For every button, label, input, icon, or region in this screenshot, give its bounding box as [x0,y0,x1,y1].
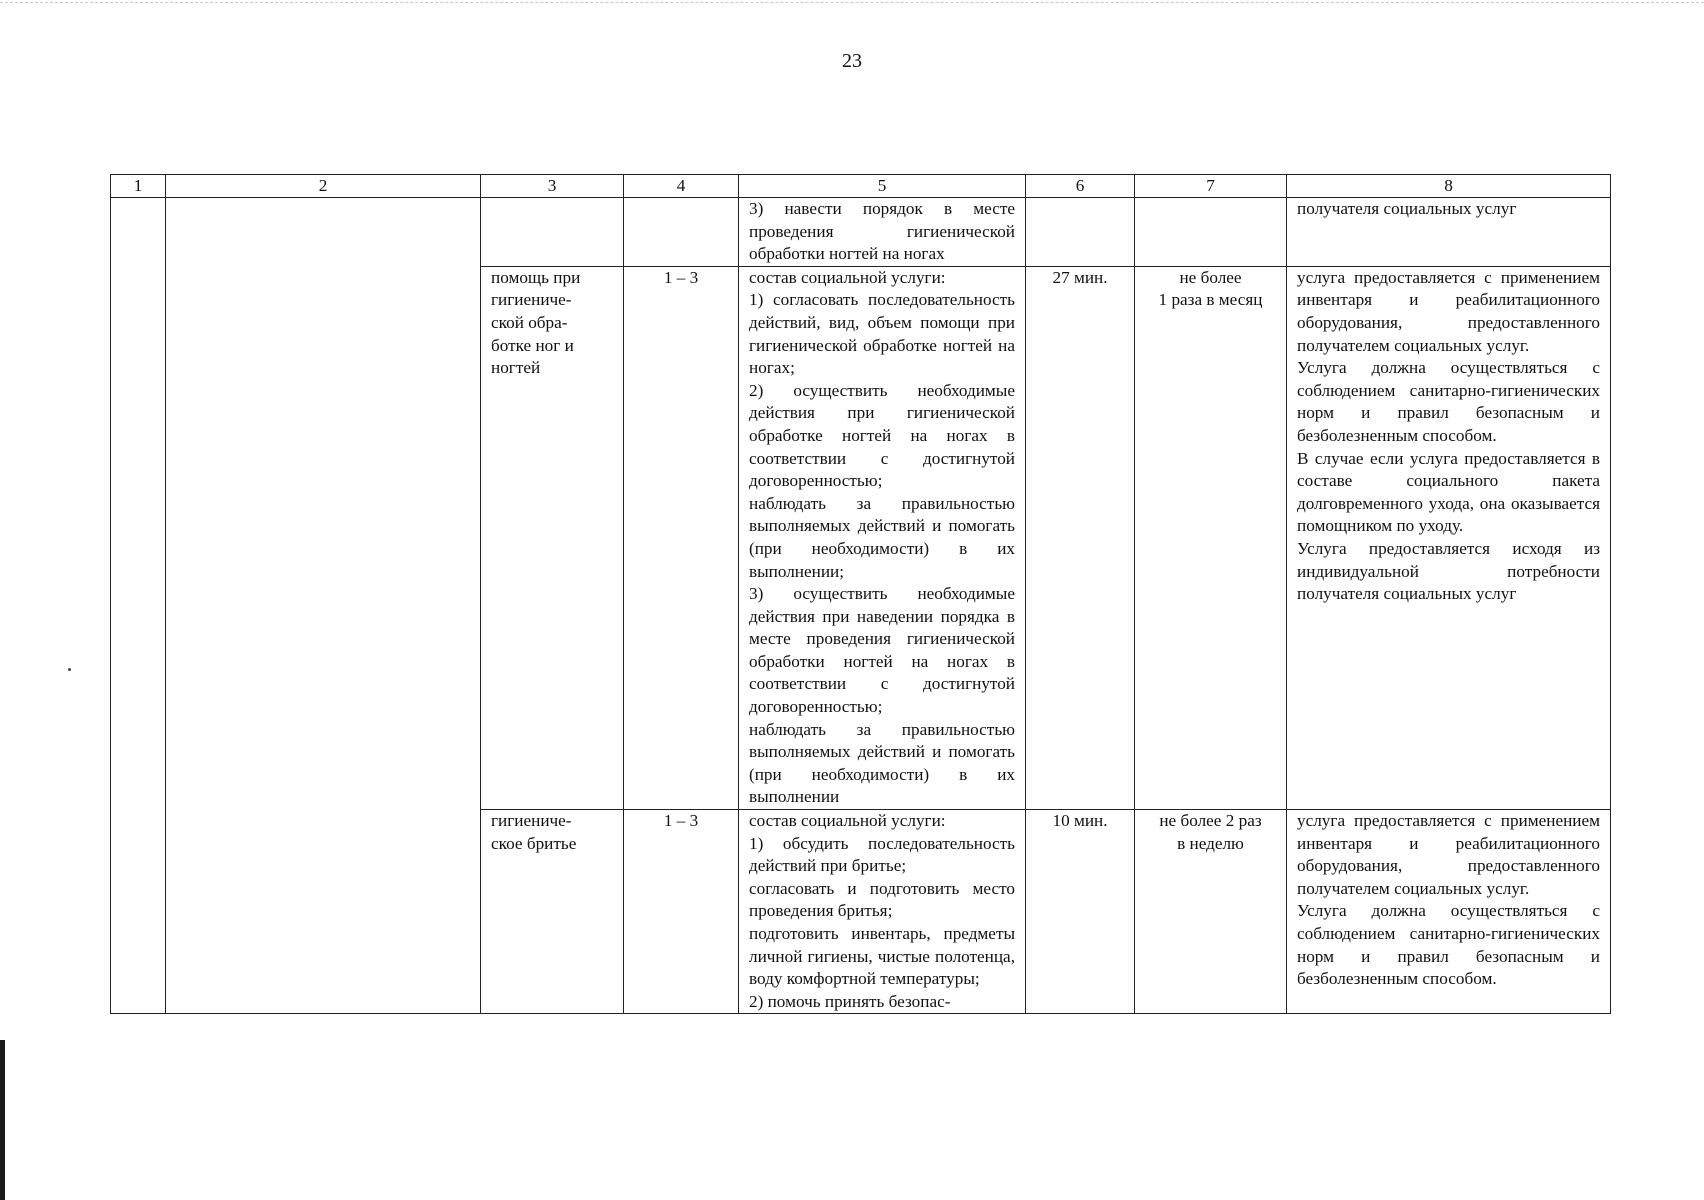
cell-paragraph: ское бритье [491,833,577,853]
cell-time [1026,198,1135,267]
cell-paragraph: в неделю [1177,833,1244,853]
cell-paragraph: ботке ног и [491,335,574,355]
cell-range [624,198,739,267]
cell-paragraph: состав социальной услуги: [749,811,946,831]
col-header-2: 2 [166,175,481,198]
cell-time: 10 мин. [1026,810,1135,1014]
cell-paragraph: не более [1179,267,1242,287]
col-header-3: 3 [481,175,624,198]
cell-paragraph: не более 2 раз [1159,811,1262,831]
cell-notes [1287,266,1611,809]
scan-edge-left [0,1040,5,1200]
cell-notes [1287,810,1611,1014]
cell-paragraph: наблюдать за правильностью выполняемых действий и помогать (при необходимости) в их выполнении; [749,493,1015,581]
cell-paragraph: ской обра- [491,312,568,332]
continuation-row [111,198,1611,267]
cell-range: 1 – 3 [624,266,739,809]
cell-paragraph: Услуга должна осуществляться с соблюдением санитарно-гигиенических норм и правил безопасным и безболезненным способом. [1297,901,1600,989]
cell-paragraph: 1) обсудить последовательность действий при бритье; [749,833,1015,876]
header-row [111,175,1611,198]
services-table [110,174,1611,1014]
cell-periodicity [1135,266,1287,809]
cell-category [166,198,481,1014]
col-header-7: 7 [1135,175,1287,198]
cell-number [111,198,166,1014]
cell-periodicity [1135,198,1287,267]
cell-paragraph: В случае если услуга предоставляется в составе социального пакета долговременного ухода, она оказывается помощником по уходу. [1297,448,1600,536]
cell-content: 3) навести порядок в месте проведения гигиенической обработки ногтей на ногах [739,198,1026,267]
cell-paragraph: Услуга должна осуществляться с соблюдением санитарно-гигиенических норм и правил безопасным и безболезненным способом. [1297,358,1600,445]
cell-paragraph: наблюдать за правильностью выполняемых действий и помогать (при необходимости) в их выполнении [749,719,1015,807]
page-number: 23 [842,50,862,72]
col-header-4: 4 [624,175,739,198]
cell-time: 27 мин. [1026,266,1135,809]
cell-paragraph: 1 раза в месяц [1158,290,1263,310]
cell-paragraph: подготовить инвентарь, предметы личной гигиены, чистые полотенца, воду комфортной температуры; [749,924,1015,989]
cell-paragraph: 2) помочь принять безопас- [749,991,951,1011]
scan-speck [68,668,71,671]
cell-paragraph: услуга предоставляется с применением инвентаря и реабилитационного оборудования, предоставленного получателем социальных услуг. [1297,267,1600,355]
cell-paragraph: 1) согласовать последовательность действий, вид, объем помощи при гигиенической обработке ногтей на ногах; [749,290,1015,378]
cell-paragraph: Услуга предоставляется исходя из индивидуальной потребности получателя социальных услуг [1297,538,1600,604]
col-header-1: 1 [111,175,166,198]
cell-paragraph: 2) осуществить необходимые действия при гигиенической обработке ногтей на ногах в соответствии с достигнутой договоренностью; [749,380,1015,491]
cell-paragraph: согласовать и подготовить место проведения бритья; [749,878,1015,921]
col-header-5: 5 [739,175,1026,198]
cell-range: 1 – 3 [624,810,739,1014]
cell-service [481,810,624,1014]
cell-periodicity [1135,810,1287,1014]
cell-paragraph: ногтей [491,358,541,378]
cell-paragraph: гигиениче- [491,811,572,831]
cell-paragraph: состав социальной услуги: [749,267,946,287]
cell-content [739,266,1026,809]
cell-paragraph: услуга предоставляется с применением инвентаря и реабилитационного оборудования, предоставленного получателем социальных услуг. [1297,811,1600,898]
cell-service [481,266,624,809]
cell-paragraph: помощь при гигиениче- [491,267,581,310]
cell-content [739,810,1026,1014]
cell-service [481,198,624,267]
scan-edge-top [0,2,1704,3]
cell-paragraph: 3) осуществить необходимые действия при наведении порядка в месте проведения гигиенической обработки ногтей на ногах в соответствии с достигнутой договоренностью; [749,584,1015,717]
col-header-6: 6 [1026,175,1135,198]
cell-notes: получателя социальных услуг [1287,198,1611,267]
col-header-8: 8 [1287,175,1611,198]
